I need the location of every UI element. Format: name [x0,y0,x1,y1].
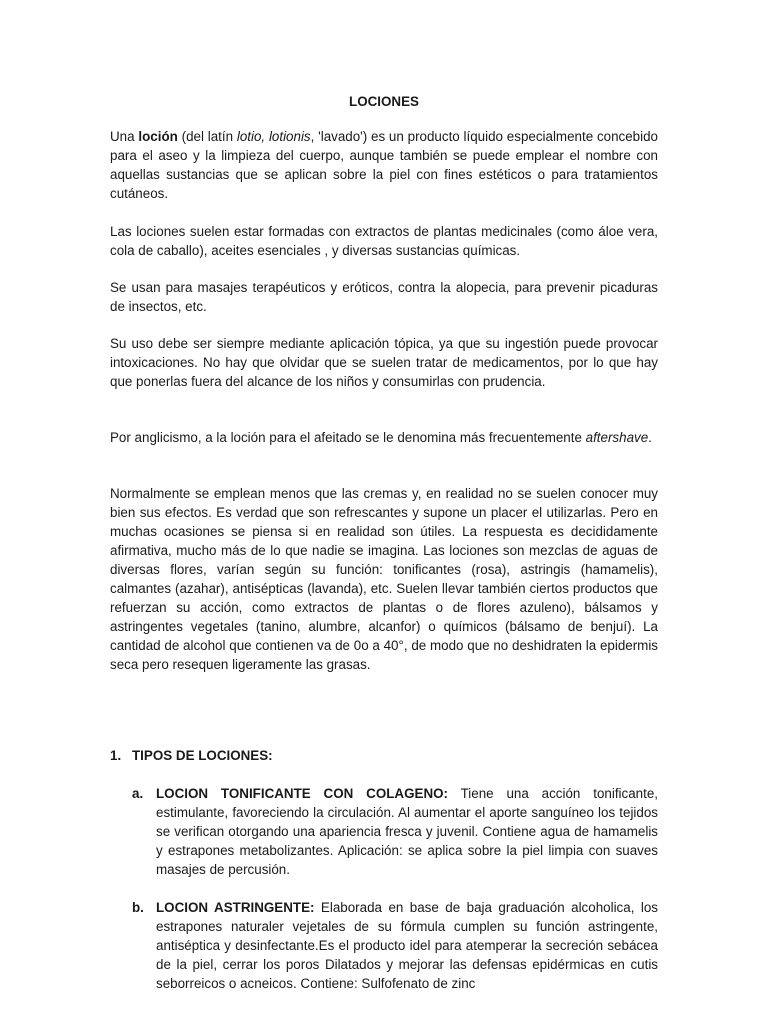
section-number: 1. [110,748,122,763]
paragraph-composition: Las lociones suelen estar formadas con extractos de plantas medicinales (como áloe vera, cola de caballo), aceites esenciales , y diversas sustancias químicas. [110,224,658,258]
list-item-a [132,784,658,879]
list-item-b-heading: LOCION ASTRINGENTE: [156,900,315,915]
paragraph-general: Normalmente se emplean menos que las cremas y, en realidad no se suelen conocer muy bien sus efectos. Es verdad que son refrescantes y supone un placer el utilizarlas. Pero en muchas ocasiones se piensa si en realidad son útiles. La respuesta es decididamente afirmativa, mucho más de lo que nadie se imagina. Las lociones son mezclas de aguas de diversas flores, varían según su función: tonificantes (rosa), astringis (hamamelis), calmantes (azahar), antisépticas (lavanda), etc. Suelen llevar también ciertos productos que refuerzan su acción, como extractos de plantas o de flores azuleno), bálsamos y astringentes vegetales (tanino, alumbre, alcanfor) o químicos (bálsamo de benjuí). La cantidad de alcohol que contienen va de 0o a 40°, de modo que no deshidraten la epidermis seca pero resequen ligeramente las grasas. [110,486,658,672]
document-title: LOCIONES [349,94,419,109]
p1-text-e: , 'lavado') es un producto líquido especialmente concebido para el aseo y la limpieza del cuerpo, aunque también se puede emplear el nombre con aquellas sustancias que se aplican sobre la piel con fines estéticos o para tratamientos cutáneos. [110,129,658,201]
p5-term-aftershave: aftershave [585,430,649,445]
p5-text-c: . [648,430,652,445]
section-heading [110,746,273,765]
list-item-a-body [156,784,658,879]
list-marker-b: b. [132,900,144,915]
list-item-a-heading: LOCION TONIFICANTE CON COLAGENO: [156,786,448,801]
p5-text-a: Por anglicismo, a la loción para el afeitado se le denomina más frecuentemente [110,430,586,445]
list-item-b-body [156,898,658,993]
section-title: TIPOS DE LOCIONES: [132,748,273,763]
list-item-b-text: Elaborada en base de baja graduación alcoholica, los estrapones naturaler vejetales de su fórmula cumplen su función astringente, antiséptica y desinfectante.Es el producto idel para atemperar la secreción sebácea de la piel, cerrar los poros Dilatados y mejorar las defensas epidérmicas en cutis seborreicos o acneicos. Contiene: Sulfofenato de zinc [156,900,658,991]
p1-latin-term: lotio, lotionis [236,129,311,144]
p1-term-locion: loción [138,129,178,144]
list-item-a-text: Tiene una acción tonificante, estimulante, favoreciendo la circulación. Al aumentar el aporte sanguíneo los tejidos se verifican otorgando una apariencia fresca y juvenil. Contiene agua de hamamelis y estrapones metabolizantes. Aplicación: se aplica sobre la piel limpia con suaves masajes de percusión. [156,786,658,877]
list-marker-a: a. [132,786,144,801]
paragraph-warning: Su uso debe ser siempre mediante aplicación tópica, ya que su ingestión puede provocar intoxicaciones. No hay que olvidar que se suelen tratar de medicamentos, por lo que hay que ponerlas fuera del alcance de los niños y consumirlas con prudencia. [110,336,658,389]
list-item-b [132,898,658,993]
p1-text-a: Una [110,129,139,144]
paragraph-uses: Se usan para masajes terapéuticos y eróticos, contra la alopecia, para prevenir picaduras de insectos, etc. [110,280,658,314]
paragraph-definition [110,127,658,203]
paragraph-aftershave [110,428,658,447]
p1-text-c: (del latín [177,129,237,144]
